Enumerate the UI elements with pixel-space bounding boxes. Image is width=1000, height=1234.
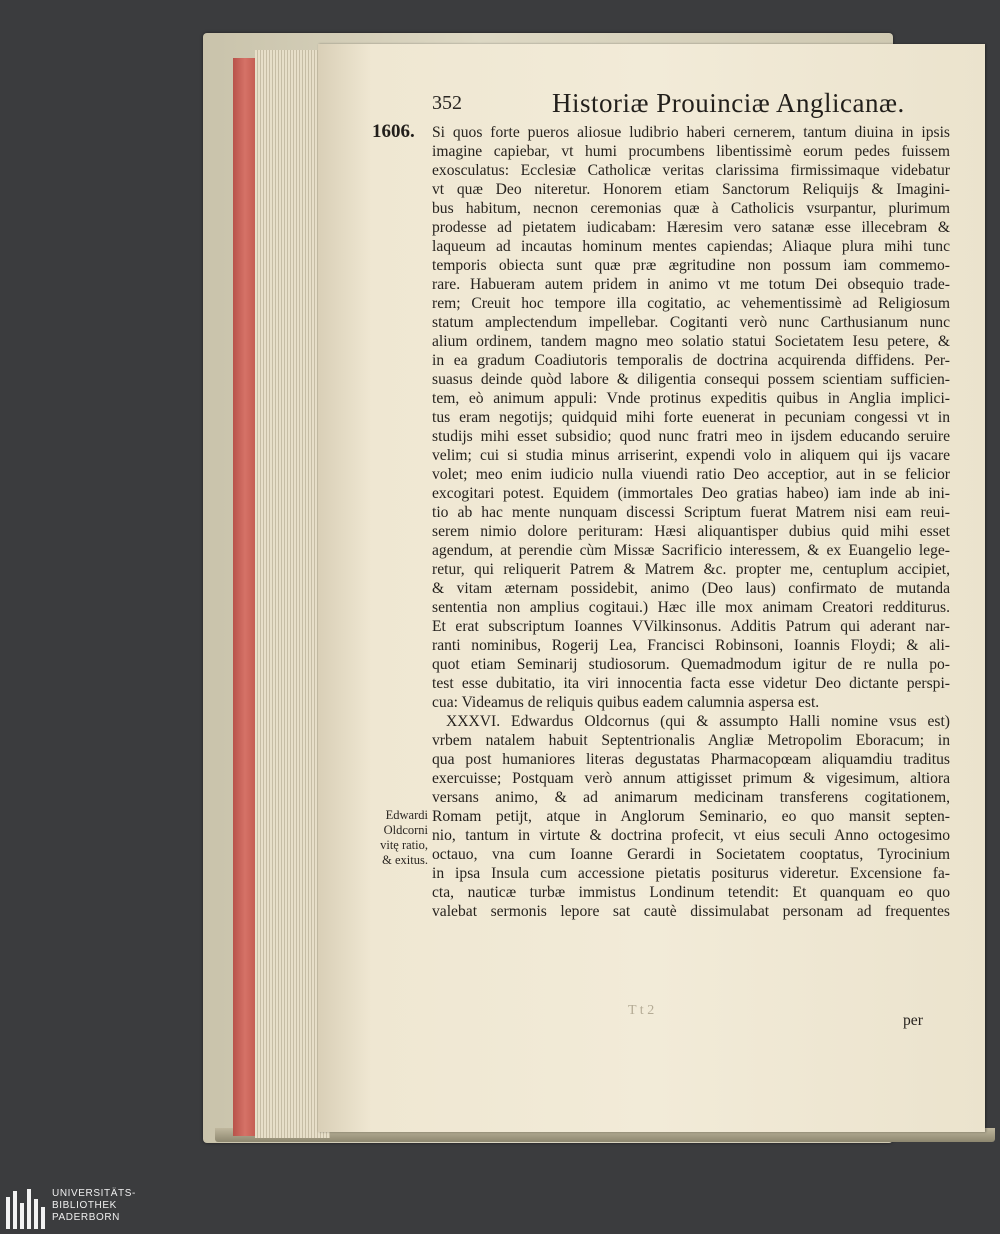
text-line: tio ab hac mente nunquam discessi Scriptum fuerat Matrem nisi eam reui- [432, 504, 950, 521]
red-page-edge [233, 58, 257, 1136]
text-line: exercuisse; Postquam verò annum attigisset primum & vigesimum, altiora [432, 770, 950, 787]
text-line: in ea gradum Coadiutoris temporalis de doctrina acquirenda diffidens. Per- [432, 352, 950, 369]
text-line: tus eram negotijs; quidquid mihi forte euenerat in pecuniam congessi vt in [432, 409, 950, 426]
text-line: laqueum ad incautas hominum mentes capiendas; Aliaque plura mihi tunc [432, 238, 950, 255]
text-line: temporis obiecta sunt quæ præ ægritudine non possum iam commemo- [432, 257, 950, 274]
library-footer-bar [0, 1183, 1000, 1234]
text-line: cta, nauticæ turbæ immistus Londinum tetendit: Et quanquam eo quo [432, 884, 950, 901]
library-logo-icon [6, 1189, 46, 1229]
text-line: velim; cui si studia minus arriserint, expendi volo in aliquem qui ijs vacare [432, 447, 950, 464]
text-line: & vitam æternam possidebit, animo (Deo laus) confirmato de mutanda [432, 580, 950, 597]
library-logo-text [52, 1188, 136, 1224]
text-line: Si quos forte pueros aliosue ludibrio haberi cernerem, tantum diuina in ipsis [432, 124, 950, 141]
text-line: cua: Videamus de reliquis quibus eadem calumnia aspersa est. [432, 694, 820, 711]
year-marker: 1606. [372, 121, 415, 142]
text-line: XXXVI. Edwardus Oldcornus (qui & assumpto Halli nomine vsus est) [446, 713, 950, 730]
text-line: serem nimio dolore perituram: Hæsi aliquantisper dubius quid mihi esset [432, 523, 950, 540]
text-line: excogitari potest. Equidem (immortales Deo gratias habeo) iam inde ab ini- [432, 485, 950, 502]
text-line: vt quæ Deo niteretur. Honorem etiam Sanctorum Reliquijs & Imagini- [432, 181, 950, 198]
text-line: tem, eò animum appuli: Vnde protinus expeditis quibus in Anglia implici- [432, 390, 950, 407]
text-line: exosculatus: Ecclesiæ Catholicæ veritas clarissima firmissimaque videbatur [432, 162, 950, 179]
text-line: suasus deinde quòd labore & diligentia consequi possem scientiam sufficien- [432, 371, 950, 388]
text-line: agendum, at perendie cùm Missæ Sacrificio interessem, & ex Euangelio lege- [432, 542, 950, 559]
library-name-line: PADERBORN [52, 1212, 121, 1223]
library-name-line: BIBLIOTHEK [52, 1200, 117, 1211]
text-line: sententia non amplius cogitaui.) Hæc ille mox animam Creatori redditurus. [432, 599, 950, 616]
text-line: qua post humaniores literas degustatas Pharmacopœam aliquamdiu traditus [432, 751, 950, 768]
signature-mark: T t 2 [628, 1003, 655, 1018]
text-line: imagine capiebar, vt humi procumbens libentissimè eorum pedes fuissem [432, 143, 950, 160]
text-line: Et erat subscriptum Ioannes VVilkinsonus. Additis Patrum qui aderant nar- [432, 618, 950, 635]
text-line: versans animo, & ad animarum medicinam transferens cogitationem, [432, 789, 950, 806]
text-line: test esse dubitatio, ita viri innocentia facta esse videtur Deo dictante perspi- [432, 675, 950, 692]
text-line: octauo, vna cum Ioanne Gerardi in Societatem cooptatus, Tyrocinium [432, 846, 950, 863]
margin-note-line: Oldcorni [383, 823, 428, 837]
text-line: rem; Creuit hoc tempore illa cogitatio, ac vehementissimè ad Religiosum [432, 295, 950, 312]
text-line: volet; meo enim iudicio nulla viuendi ratio Deo acceptior, aut in se felicior [432, 466, 950, 483]
margin-note-line: vitę ratio, [380, 838, 428, 852]
text-line: rare. Habueram autem pridem in animo vt me totum Dei obsequio trade- [432, 276, 950, 293]
page-number: 352 [432, 92, 462, 114]
text-line: vrbem natalem habuit Septentrionalis Angliæ Metropolim Eboracum; in [432, 732, 950, 749]
library-name-line: UNIVERSITÄTS- [52, 1188, 136, 1199]
text-line: prodesse ad pietatem iudicabam: Hæresim vero satanæ esse illecebram & [432, 219, 950, 236]
text-line: valebat sermonis lepore sat cautè dissimulabat personam ad frequentes [432, 903, 950, 920]
body-text [432, 123, 950, 921]
running-title: Historiæ Prouinciæ Anglicanæ. [552, 88, 905, 118]
margin-note-line: Edwardi [385, 808, 428, 822]
margin-note [364, 808, 428, 868]
text-line: alium ordinem, tandem magno meo solatio statui Societatem Iesu petere, & [432, 333, 950, 350]
text-line: quot etiam Seminarij studiosorum. Quemadmodum igitur de re nulla po- [432, 656, 950, 673]
text-line: Romam petijt, atque in Anglorum Seminario, eo quo mansit septen- [432, 808, 950, 825]
text-line: statum amplectendum impellebar. Cogitanti verò nunc Carthusianum nunc [432, 314, 950, 331]
page-header [432, 88, 952, 120]
text-line: in ipsa Insula cum accessione pietatis positurus videretur. Excensione fa- [432, 865, 950, 882]
text-line: retur, qui reliquerit Patrem & Matrem &c. propter me, centuplum accipiet, [432, 561, 950, 578]
text-line: ranti nominibus, Rogerij Lea, Francisci Robinsoni, Ioannis Floydi; & ali- [432, 637, 950, 654]
text-line: nio, tantum in virtute & doctrina profecit, vt eius seculi Anno octogesimo [432, 827, 950, 844]
catchword: per [903, 1012, 923, 1029]
margin-note-line: & exitus. [382, 853, 428, 867]
text-line: bus habitum, necnon ceremonias quæ à Catholicis vsurpantur, plurimum [432, 200, 950, 217]
text-line: studijs mihi esset subsidio; quod nunc fratri meo in ijsdem educando seruire [432, 428, 950, 445]
